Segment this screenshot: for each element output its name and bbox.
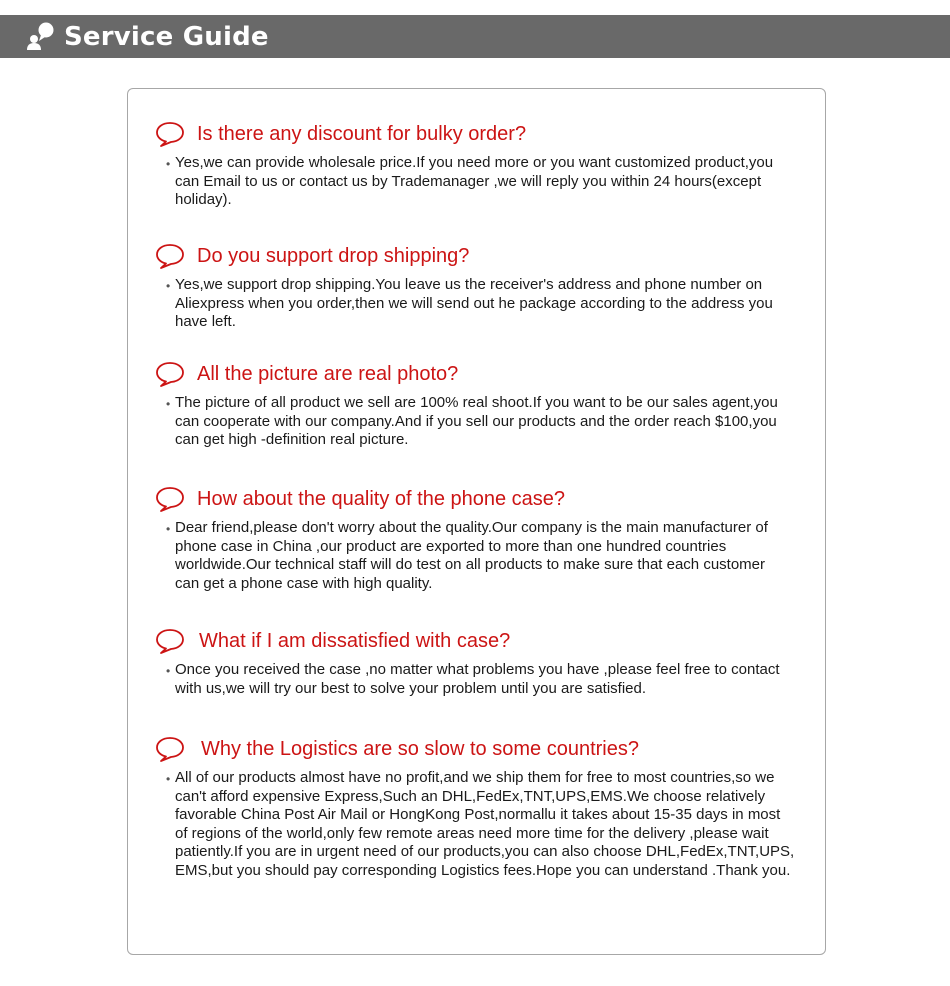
speech-bubble-icon	[154, 360, 186, 388]
faq-answer: Yes,we can provide wholesale price.If you need more or you want customized product,you can Email to us or contact us by Trademanager ,we will reply you within 24 hours(except holiday).	[175, 154, 774, 208]
person-speech-icon	[26, 21, 58, 51]
faq-answer: All of our products almost have no profit,and we ship them for free to most countries,so we can't afford expensive Express,Such an DHL,FedEx,TNT,UPS,EMS.We choose relatively favorable China Post Air Mail or HongKong Post,normallu it takes about 15-35 days in most of regions of the world,only few remote areas need more time for the delivery ,please wait patiently.If you are in urgent need of our products,you can also choose DHL,FedEx,TNT,UPS, EMS,but you should pay corresponding Logistics fees.Hope you can understand .Thank you.	[175, 769, 795, 879]
faq-question: Is there any discount for bulky order?	[197, 123, 527, 145]
speech-bubble-icon	[154, 120, 186, 148]
bullet-dot: •	[166, 772, 171, 786]
bullet-dot: •	[166, 157, 171, 171]
bullet-dot: •	[166, 279, 171, 293]
faq-answer: Once you received the case ,no matter what problems you have ,please feel free to contact with us,we will try our best to solve your problem until you are satisfied.	[175, 661, 780, 697]
speech-bubble-icon	[154, 485, 186, 513]
header-bar	[0, 15, 950, 58]
faq-question: Why the Logistics are so slow to some countries?	[201, 738, 639, 760]
faq-answer: Yes,we support drop shipping.You leave us the receiver's address and phone number on Aliexpress when you order,then we will send out he package according to the address you have left.	[175, 276, 773, 330]
bullet-dot: •	[166, 664, 171, 678]
bullet-dot: •	[166, 397, 171, 411]
faq-question: Do you support drop shipping?	[197, 245, 470, 267]
faq-question: All the picture are real photo?	[197, 363, 459, 385]
faq-question: How about the quality of the phone case?	[197, 488, 566, 510]
page-title: Service Guide	[64, 22, 269, 52]
speech-bubble-icon	[154, 627, 186, 655]
bullet-dot: •	[166, 522, 171, 536]
faq-question: What if I am dissatisfied with case?	[199, 630, 511, 652]
speech-bubble-icon	[154, 242, 186, 270]
faq-answer: The picture of all product we sell are 100% real shoot.If you want to be our sales agent,you can cooperate with our company.And if you sell our products and the order reach $100,you can get high -definition real picture.	[175, 394, 778, 448]
faq-panel	[127, 88, 826, 955]
faq-answer: Dear friend,please don't worry about the quality.Our company is the main manufacturer of phone case in China ,our product are exported to more than one hundred countries worldwide.Our technical staff will do test on all products to make sure that each customer can get a phone case with high quality.	[175, 519, 768, 592]
speech-bubble-icon	[154, 735, 186, 763]
